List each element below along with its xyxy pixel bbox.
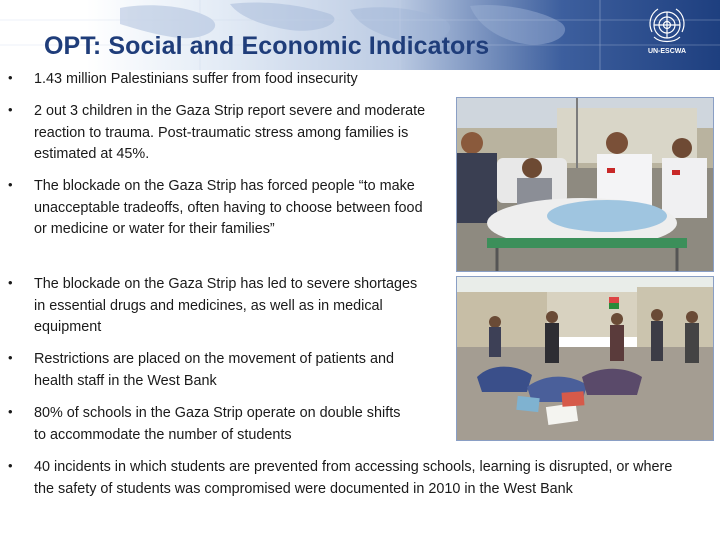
bullet-text-2: 2 out 3 children in the Gaza Strip report severe and moderate reaction to trauma. Post-traumatic stress among families is estimated at 45%.	[34, 103, 426, 162]
street-school-image	[457, 277, 713, 440]
bullet-marker: •	[8, 70, 13, 85]
bullet-text-6: 80% of schools in the Gaza Strip operate on double shifts to accommodate the number of students	[34, 405, 401, 443]
bullet-text-3: The blockade on the Gaza Strip has forced people “to make unacceptable tradeoffs, often having to choose between food or medicine or water for their families”	[34, 178, 423, 237]
bullet-text-1: 1.43 million Palestinians suffer from food insecurity	[34, 71, 358, 87]
medical-scene-image	[457, 98, 713, 271]
bullet-marker: •	[8, 275, 13, 290]
bullet-marker: •	[8, 102, 13, 117]
logo-label: UN-ESCWA	[647, 48, 687, 55]
bullet-text-5: Restrictions are placed on the movement of patients and health staff in the West Bank	[34, 351, 394, 389]
bullet-marker: •	[8, 177, 13, 192]
photo-children-street-school	[456, 276, 714, 441]
bullet-text-7: 40 incidents in which students are prevented from accessing schools, learning is disrupted, or where the safety of students was compromised were documented in 2010 in the West Bank	[34, 459, 673, 497]
bullet-marker: •	[8, 350, 13, 365]
page-title: OPT: Social and Economic Indicators	[44, 32, 490, 60]
bullet-marker: •	[8, 458, 13, 473]
bullet-text-4: The blockade on the Gaza Strip has led to severe shortages in essential drugs and medicines, as well as in medical equipment	[34, 276, 418, 335]
bullet-marker: •	[8, 404, 13, 419]
photo-medical-checkpoint	[456, 97, 714, 272]
